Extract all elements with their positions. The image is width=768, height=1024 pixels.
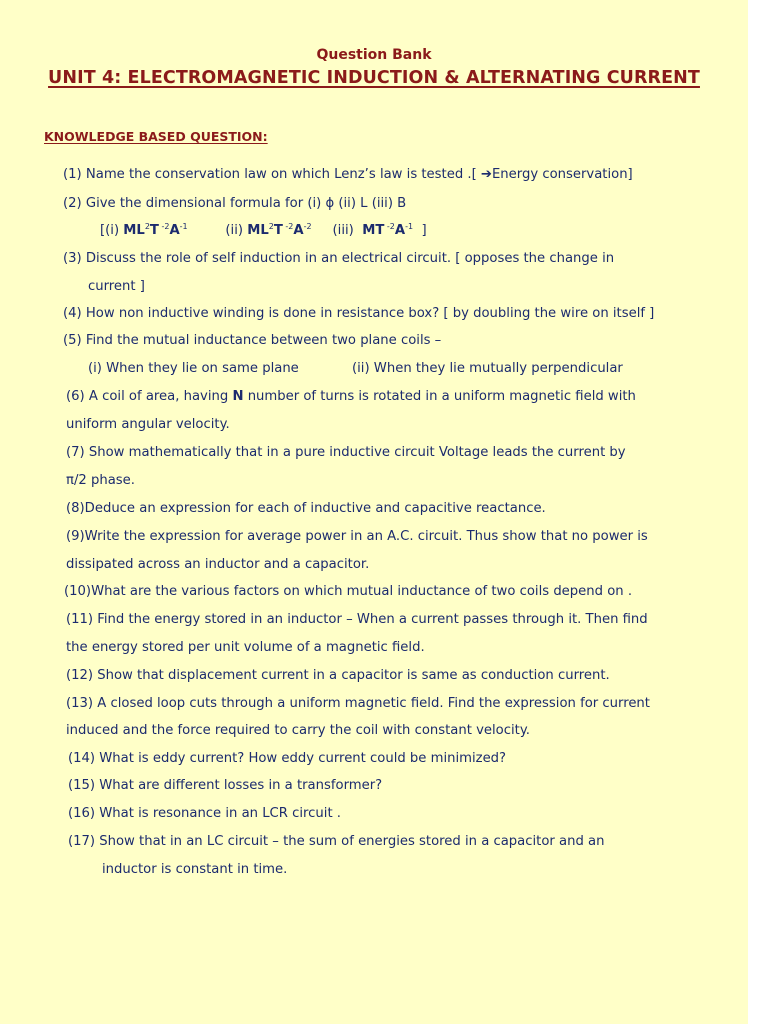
question-15: (15) What are different losses in a transformer? <box>68 778 383 793</box>
ans-2-exp-1: 2 <box>268 222 274 231</box>
question-2-answer <box>100 223 427 239</box>
question-7-line-1: (7) Show mathematically that in a pure inductive circuit Voltage leads the current by <box>66 445 626 460</box>
question-5-part-ii: (ii) When they lie mutually perpendicular <box>352 361 623 376</box>
ans-2-t: T <box>273 223 283 238</box>
question-4: (4) How non inductive winding is done in resistance box? [ by doubling the wire on itself ] <box>63 306 655 321</box>
ans-3-exp-1: -2 <box>384 222 395 231</box>
question-13-line-2: induced and the force required to carry the coil with constant velocity. <box>66 723 530 738</box>
ans-mid-1: (ii) <box>187 223 248 238</box>
question-9-line-1: (9)Write the expression for average power in an A.C. circuit. Thus show that no power is <box>66 529 648 544</box>
question-6-line-2: uniform angular velocity. <box>66 417 230 432</box>
ans-1-base: ML <box>123 223 145 238</box>
ans-1-a: A <box>169 223 180 238</box>
question-17-line-2: inductor is constant in time. <box>102 862 288 877</box>
ans-3-a: A <box>394 223 406 238</box>
question-1: (1) Name the conservation law on which Lenz’s law is tested .[ ➔Energy conservation] <box>63 167 633 182</box>
subtitle: Question Bank <box>316 47 432 63</box>
ans-2-base: ML <box>247 223 269 238</box>
ans-1-exp-2: -2 <box>158 222 170 231</box>
ans-1-exp-1: 2 <box>144 222 150 231</box>
section-heading: KNOWLEDGE BASED QUESTION: <box>44 129 268 144</box>
q6-n: N <box>232 389 244 404</box>
question-11-line-2: the energy stored per unit volume of a magnetic field. <box>66 640 425 655</box>
ans-1-t: T <box>149 223 159 238</box>
question-2: (2) Give the dimensional formula for (i) ϕ (ii) L (iii) B <box>63 196 407 211</box>
question-16: (16) What is resonance in an LCR circuit . <box>68 806 341 821</box>
ans-close: ] <box>413 223 427 238</box>
ans-3-base: MT <box>362 223 385 238</box>
ans-2-exp-2: -2 <box>282 222 294 231</box>
question-9-line-2: dissipated across an inductor and a capacitor. <box>66 557 370 572</box>
question-13-line-1: (13) A closed loop cuts through a uniform magnetic field. Find the expression for current <box>66 696 650 711</box>
question-10: (10)What are the various factors on which mutual inductance of two coils depend on . <box>64 584 633 599</box>
question-6-line-1 <box>66 389 636 405</box>
q6-pre: (6) A coil of area, having <box>66 389 233 404</box>
question-17-line-1: (17) Show that in an LC circuit – the sum of energies stored in a capacitor and an <box>68 834 605 849</box>
page-margin <box>748 0 768 1024</box>
ans-open: [(i) <box>100 223 124 238</box>
question-5-part-i: (i) When they lie on same plane <box>88 361 299 376</box>
question-7-line-2: π/2 phase. <box>66 473 135 488</box>
page-title <box>0 68 748 88</box>
ans-mid-2: (iii) <box>311 223 363 238</box>
question-11-line-1: (11) Find the energy stored in an inductor – When a current passes through it. Then find <box>66 612 648 627</box>
question-12: (12) Show that displacement current in a capacitor is same as conduction current. <box>66 668 610 683</box>
q6-post: number of turns is rotated in a uniform magnetic field with <box>243 389 636 404</box>
ans-2-a: A <box>293 223 304 238</box>
question-3-line-2: current ] <box>88 279 145 294</box>
ans-1-exp-3: -1 <box>179 222 188 231</box>
question-8: (8)Deduce an expression for each of inductive and capacitive reactance. <box>66 501 546 516</box>
question-3-line-1: (3) Discuss the role of self induction in an electrical circuit. [ opposes the change in <box>63 251 615 266</box>
ans-3-exp-2: -1 <box>405 222 414 231</box>
question-14: (14) What is eddy current? How eddy current could be minimized? <box>68 751 507 766</box>
question-5: (5) Find the mutual inductance between two plane coils – <box>63 333 442 348</box>
title-text: UNIT 4: ELECTROMAGNETIC INDUCTION & ALTERNATING CURRENT <box>48 68 700 88</box>
ans-2-exp-3: -2 <box>303 222 312 231</box>
